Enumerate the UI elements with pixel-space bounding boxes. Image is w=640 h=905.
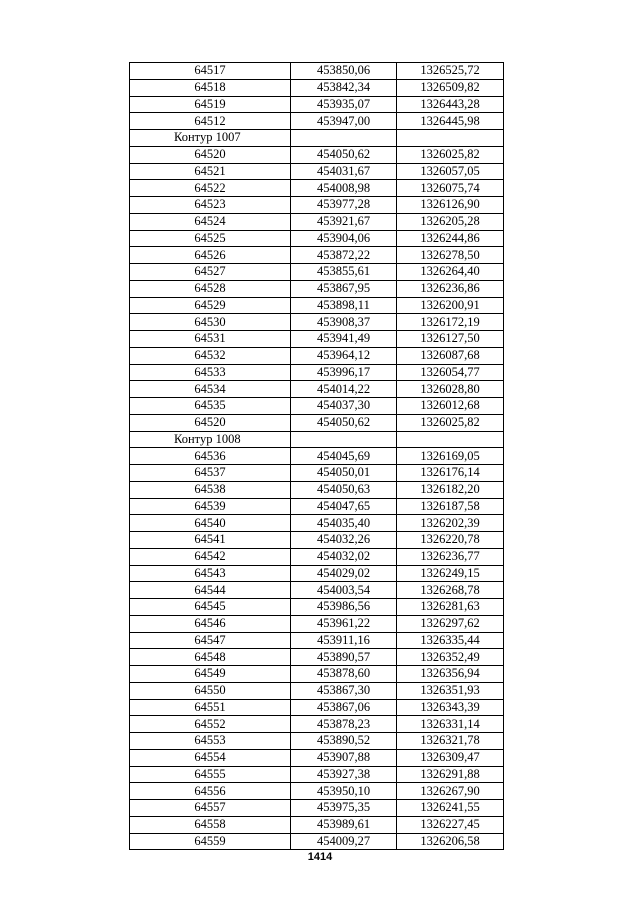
table-row (130, 448, 504, 465)
x-coordinate-cell: 454032,26 (291, 532, 397, 549)
table-row (130, 800, 504, 817)
point-id-cell: 64524 (130, 213, 291, 230)
y-coordinate-cell: 1326281,63 (397, 599, 504, 616)
point-id-cell: 64543 (130, 565, 291, 582)
x-coordinate-cell: 453850,06 (291, 63, 397, 80)
table-row (130, 364, 504, 381)
point-id-cell: 64533 (130, 364, 291, 381)
point-id-cell: 64525 (130, 230, 291, 247)
x-coordinate-cell: 454009,27 (291, 833, 397, 850)
point-id-cell: 64555 (130, 766, 291, 783)
point-id-cell: 64538 (130, 481, 291, 498)
point-id-cell: 64539 (130, 498, 291, 515)
y-coordinate-cell: 1326351,93 (397, 682, 504, 699)
point-id-cell: 64523 (130, 197, 291, 214)
page-number: 1414 (307, 851, 333, 863)
y-coordinate-cell: 1326509,82 (397, 79, 504, 96)
table-row (130, 146, 504, 163)
point-id-cell: 64527 (130, 264, 291, 281)
point-id-cell: 64526 (130, 247, 291, 264)
table-row (130, 548, 504, 565)
y-coordinate-cell: 1326187,58 (397, 498, 504, 515)
y-coordinate-cell: 1326025,82 (397, 414, 504, 431)
contour-label: Контур 1008 (130, 431, 291, 448)
point-id-cell: 64520 (130, 146, 291, 163)
point-id-cell: 64528 (130, 280, 291, 297)
table-row (130, 213, 504, 230)
x-coordinate-cell: 453855,61 (291, 264, 397, 281)
table-row (130, 381, 504, 398)
point-id-cell: 64557 (130, 800, 291, 817)
point-id-cell: 64520 (130, 414, 291, 431)
x-coordinate-cell: 453867,30 (291, 682, 397, 699)
x-coordinate-cell: 453867,06 (291, 699, 397, 716)
x-coordinate-cell: 453878,60 (291, 666, 397, 683)
x-coordinate-cell: 453950,10 (291, 783, 397, 800)
table-row (130, 783, 504, 800)
table-row (130, 632, 504, 649)
x-coordinate-cell: 453890,57 (291, 649, 397, 666)
table-row (130, 247, 504, 264)
table-row (130, 63, 504, 80)
table-row (130, 733, 504, 750)
point-id-cell: 64558 (130, 816, 291, 833)
y-coordinate-cell: 1326278,50 (397, 247, 504, 264)
point-id-cell: 64532 (130, 347, 291, 364)
y-coordinate-cell: 1326291,88 (397, 766, 504, 783)
x-coordinate-cell: 453989,61 (291, 816, 397, 833)
x-coordinate-cell: 454014,22 (291, 381, 397, 398)
x-coordinate-cell: 453996,17 (291, 364, 397, 381)
contour-header-row (130, 431, 504, 448)
x-coordinate-cell: 453935,07 (291, 96, 397, 113)
y-coordinate-cell: 1326054,77 (397, 364, 504, 381)
table-row (130, 565, 504, 582)
table-row (130, 615, 504, 632)
point-id-cell: 64512 (130, 113, 291, 130)
x-coordinate-cell: 454032,02 (291, 548, 397, 565)
y-coordinate-cell: 1326321,78 (397, 733, 504, 750)
y-coordinate-cell: 1326028,80 (397, 381, 504, 398)
point-id-cell: 64531 (130, 331, 291, 348)
point-id-cell: 64550 (130, 682, 291, 699)
point-id-cell: 64540 (130, 515, 291, 532)
y-coordinate-cell: 1326445,98 (397, 113, 504, 130)
y-coordinate-cell: 1326249,15 (397, 565, 504, 582)
table-row (130, 498, 504, 515)
point-id-cell: 64522 (130, 180, 291, 197)
empty-cell (291, 130, 397, 147)
coordinates-table (129, 62, 504, 850)
x-coordinate-cell: 454031,67 (291, 163, 397, 180)
y-coordinate-cell: 1326267,90 (397, 783, 504, 800)
table-row (130, 833, 504, 850)
y-coordinate-cell: 1326236,77 (397, 548, 504, 565)
y-coordinate-cell: 1326241,55 (397, 800, 504, 817)
table-row (130, 180, 504, 197)
y-coordinate-cell: 1326335,44 (397, 632, 504, 649)
y-coordinate-cell: 1326443,28 (397, 96, 504, 113)
empty-cell (397, 130, 504, 147)
point-id-cell: 64536 (130, 448, 291, 465)
y-coordinate-cell: 1326057,05 (397, 163, 504, 180)
y-coordinate-cell: 1326356,94 (397, 666, 504, 683)
x-coordinate-cell: 453941,49 (291, 331, 397, 348)
table-row (130, 766, 504, 783)
x-coordinate-cell: 453986,56 (291, 599, 397, 616)
empty-cell (291, 431, 397, 448)
x-coordinate-cell: 454029,02 (291, 565, 397, 582)
point-id-cell: 64548 (130, 649, 291, 666)
point-id-cell: 64541 (130, 532, 291, 549)
table-row (130, 280, 504, 297)
y-coordinate-cell: 1326202,39 (397, 515, 504, 532)
y-coordinate-cell: 1326220,78 (397, 532, 504, 549)
x-coordinate-cell: 453927,38 (291, 766, 397, 783)
x-coordinate-cell: 453961,22 (291, 615, 397, 632)
y-coordinate-cell: 1326343,39 (397, 699, 504, 716)
point-id-cell: 64551 (130, 699, 291, 716)
x-coordinate-cell: 454003,54 (291, 582, 397, 599)
table-row (130, 465, 504, 482)
y-coordinate-cell: 1326205,28 (397, 213, 504, 230)
table-row (130, 699, 504, 716)
point-id-cell: 64549 (130, 666, 291, 683)
x-coordinate-cell: 453977,28 (291, 197, 397, 214)
x-coordinate-cell: 453964,12 (291, 347, 397, 364)
point-id-cell: 64517 (130, 63, 291, 80)
contour-label: Контур 1007 (130, 130, 291, 147)
table-row (130, 414, 504, 431)
x-coordinate-cell: 453890,52 (291, 733, 397, 750)
point-id-cell: 64547 (130, 632, 291, 649)
table-row (130, 297, 504, 314)
y-coordinate-cell: 1326352,49 (397, 649, 504, 666)
table-row (130, 197, 504, 214)
point-id-cell: 64546 (130, 615, 291, 632)
y-coordinate-cell: 1326236,86 (397, 280, 504, 297)
table-row (130, 230, 504, 247)
y-coordinate-cell: 1326176,14 (397, 465, 504, 482)
table-row (130, 649, 504, 666)
table-row (130, 599, 504, 616)
y-coordinate-cell: 1326172,19 (397, 314, 504, 331)
table-row (130, 347, 504, 364)
table-row (130, 749, 504, 766)
point-id-cell: 64530 (130, 314, 291, 331)
table-row (130, 398, 504, 415)
point-id-cell: 64521 (130, 163, 291, 180)
x-coordinate-cell: 453878,23 (291, 716, 397, 733)
y-coordinate-cell: 1326169,05 (397, 448, 504, 465)
point-id-cell: 64544 (130, 582, 291, 599)
x-coordinate-cell: 453904,06 (291, 230, 397, 247)
table-row (130, 532, 504, 549)
y-coordinate-cell: 1326012,68 (397, 398, 504, 415)
y-coordinate-cell: 1326182,20 (397, 481, 504, 498)
x-coordinate-cell: 453907,88 (291, 749, 397, 766)
x-coordinate-cell: 454035,40 (291, 515, 397, 532)
y-coordinate-cell: 1326525,72 (397, 63, 504, 80)
y-coordinate-cell: 1326264,40 (397, 264, 504, 281)
y-coordinate-cell: 1326331,14 (397, 716, 504, 733)
point-id-cell: 64519 (130, 96, 291, 113)
table-row (130, 582, 504, 599)
x-coordinate-cell: 453842,34 (291, 79, 397, 96)
y-coordinate-cell: 1326244,86 (397, 230, 504, 247)
x-coordinate-cell: 453947,00 (291, 113, 397, 130)
x-coordinate-cell: 454050,63 (291, 481, 397, 498)
point-id-cell: 64553 (130, 733, 291, 750)
x-coordinate-cell: 453911,16 (291, 632, 397, 649)
point-id-cell: 64554 (130, 749, 291, 766)
y-coordinate-cell: 1326087,68 (397, 347, 504, 364)
x-coordinate-cell: 454037,30 (291, 398, 397, 415)
point-id-cell: 64518 (130, 79, 291, 96)
x-coordinate-cell: 453975,35 (291, 800, 397, 817)
table-row (130, 113, 504, 130)
y-coordinate-cell: 1326227,45 (397, 816, 504, 833)
table-row (130, 682, 504, 699)
table-row (130, 331, 504, 348)
y-coordinate-cell: 1326206,58 (397, 833, 504, 850)
point-id-cell: 64542 (130, 548, 291, 565)
coordinates-table-body (130, 63, 504, 850)
x-coordinate-cell: 454050,62 (291, 146, 397, 163)
table-row (130, 264, 504, 281)
point-id-cell: 64552 (130, 716, 291, 733)
y-coordinate-cell: 1326309,47 (397, 749, 504, 766)
point-id-cell: 64559 (130, 833, 291, 850)
table-row (130, 515, 504, 532)
y-coordinate-cell: 1326075,74 (397, 180, 504, 197)
table-row (130, 666, 504, 683)
x-coordinate-cell: 454047,65 (291, 498, 397, 515)
point-id-cell: 64529 (130, 297, 291, 314)
table-row (130, 816, 504, 833)
table-row (130, 314, 504, 331)
table-row (130, 716, 504, 733)
point-id-cell: 64534 (130, 381, 291, 398)
point-id-cell: 64537 (130, 465, 291, 482)
x-coordinate-cell: 453898,11 (291, 297, 397, 314)
x-coordinate-cell: 454050,01 (291, 465, 397, 482)
x-coordinate-cell: 454008,98 (291, 180, 397, 197)
point-id-cell: 64535 (130, 398, 291, 415)
x-coordinate-cell: 453908,37 (291, 314, 397, 331)
y-coordinate-cell: 1326297,62 (397, 615, 504, 632)
point-id-cell: 64556 (130, 783, 291, 800)
x-coordinate-cell: 453867,95 (291, 280, 397, 297)
y-coordinate-cell: 1326268,78 (397, 582, 504, 599)
table-row (130, 481, 504, 498)
x-coordinate-cell: 454050,62 (291, 414, 397, 431)
y-coordinate-cell: 1326127,50 (397, 331, 504, 348)
y-coordinate-cell: 1326025,82 (397, 146, 504, 163)
contour-header-row (130, 130, 504, 147)
x-coordinate-cell: 453921,67 (291, 213, 397, 230)
table-row (130, 79, 504, 96)
table-row (130, 163, 504, 180)
empty-cell (397, 431, 504, 448)
x-coordinate-cell: 453872,22 (291, 247, 397, 264)
y-coordinate-cell: 1326200,91 (397, 297, 504, 314)
x-coordinate-cell: 454045,69 (291, 448, 397, 465)
y-coordinate-cell: 1326126,90 (397, 197, 504, 214)
point-id-cell: 64545 (130, 599, 291, 616)
table-row (130, 96, 504, 113)
